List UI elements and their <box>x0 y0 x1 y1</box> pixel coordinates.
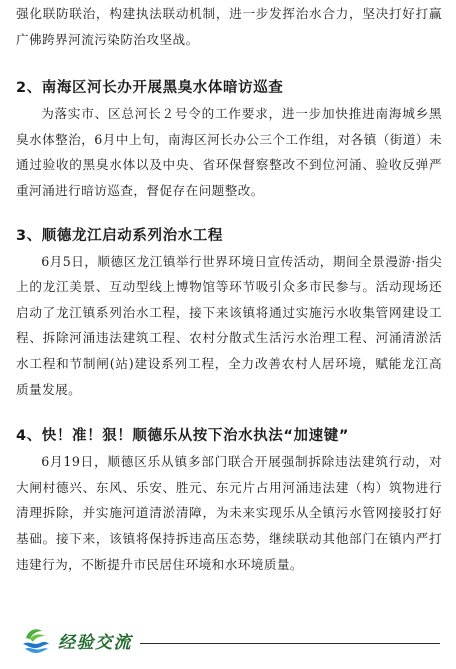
water-wave-logo-icon <box>20 624 52 656</box>
footer-divider-line <box>140 643 440 644</box>
section-heading-4: 4、快！准！狠！顺德乐从按下治水执法“加速键” <box>16 428 349 445</box>
page-footer <box>20 622 440 658</box>
section-heading-2: 2、南海区河长办开展黑臭水体暗访巡查 <box>16 80 284 97</box>
intro-paragraph: 强化联防联治，构建执法联动机制，进一步发挥治水合力，坚决打好打赢广佛跨界河流污染防治攻坚战。 <box>16 6 442 47</box>
section-paragraph-2: 为落实市、区总河长２号令的工作要求，进一步加快推进南海城乡黑臭水体整治，6月中上旬，南海区河长办公三个工作组，对各镇（街道）未通过验收的黑臭水体以及中央、省环保督察整改不到位河涌、验收反弹严重河涌进行暗访巡查，督促存在问题整改。 <box>16 106 442 198</box>
section-paragraph-3: 6月5日，顺德区龙江镇举行世界环境日宣传活动，期间全景漫游·指尖上的龙江美景、互动型线上博物馆等环节吸引众多市民参与。活动现场还启动了龙江镇系列治水工程，接下来该镇将通过实施污水收集管网建设工程、拆除河涌违法建筑工程、农村分散式生活污水治理工程、河涌清淤活水工程和节制闸(站)建设系列工程，全力改善农村人居环境，赋能龙江高质量发展。 <box>16 253 442 397</box>
section-paragraph-4: 6月19日，顺德区乐从镇多部门联合开展强制拆除违法建筑行动，对大闸村德兴、东风、乐安、胜元、东元片占用河涌违法建（构）筑物进行清理拆除，并实施河道清淤清障，为未来实现乐从全镇污水管网接驳打好基础。接下来，该镇将保持拆违高压态势，继续联动其他部门在镇内严打违建行为，不断提升市民居住环境和水环境质量。 <box>16 454 442 572</box>
footer-section-label: 经验交流 <box>58 632 132 653</box>
section-heading-3: 3、顺德龙江启动系列治水工程 <box>16 227 223 244</box>
